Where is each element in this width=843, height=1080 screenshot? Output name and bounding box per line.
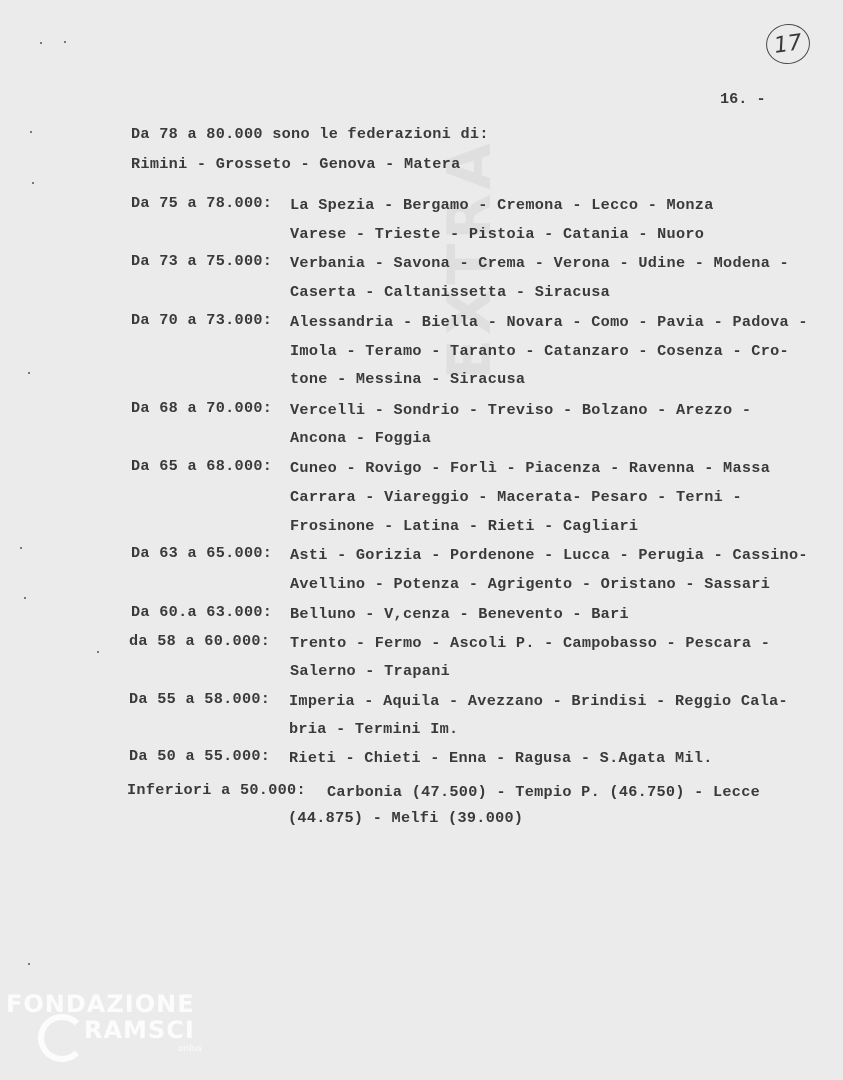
cities-line: Avellino - Potenza - Agrigento - Oristano - Sassari: [290, 575, 771, 593]
cities-line: bria - Termini Im.: [289, 720, 459, 738]
cities-line: Carbonia (47.500) - Tempio P. (46.750) - Lecce: [327, 783, 761, 801]
cities-line: Asti - Gorizia - Pordenone - Lucca - Perugia - Cassino-: [290, 546, 808, 564]
intro-line: Rimini - Grosseto - Genova - Matera: [131, 155, 461, 173]
range-label: da 58 a 60.000:: [129, 632, 271, 650]
range-label: Da 75 a 78.000:: [131, 194, 273, 212]
cities-line: Rieti - Chieti - Enna - Ragusa - S.Agata Mil.: [289, 749, 713, 767]
cities-line: Cuneo - Rovigo - Forlì - Piacenza - Ravenna - Massa: [290, 459, 771, 477]
range-label: Da 68 a 70.000:: [131, 399, 273, 417]
cities-line: Carrara - Viareggio - Macerata- Pesaro - Terni -: [290, 488, 742, 506]
cities-line: Belluno - V,cenza - Benevento - Bari: [290, 605, 629, 623]
range-label: Da 63 a 65.000:: [131, 544, 273, 562]
cities-line: Trento - Fermo - Ascoli P. - Campobasso - Pescara -: [290, 634, 771, 652]
range-label: Da 60.a 63.000:: [131, 603, 273, 621]
range-label: Da 73 a 75.000:: [131, 252, 273, 270]
logo-g-mark: [38, 1014, 86, 1062]
range-label: Inferiori a 50.000:: [127, 781, 306, 799]
stamp-number: 17: [772, 29, 804, 59]
cities-line: Verbania - Savona - Crema - Verona - Udine - Modena -: [290, 254, 789, 272]
cities-line: tone - Messina - Siracusa: [290, 370, 526, 388]
cities-line: Salerno - Trapani: [290, 662, 451, 680]
page-number: 16. -: [720, 90, 766, 108]
cities-line: Varese - Trieste - Pistoia - Catania - Nuoro: [290, 225, 705, 243]
cities-line: La Spezia - Bergamo - Cremona - Lecco - Monza: [290, 196, 714, 214]
logo-line-2: RAMSCI: [84, 1016, 195, 1044]
cities-line: Caserta - Caltanissetta - Siracusa: [290, 283, 611, 301]
cities-line: (44.875) - Melfi (39.000): [288, 809, 524, 827]
cities-line: Frosinone - Latina - Rieti - Cagliari: [290, 517, 639, 535]
margin-dot: [28, 963, 30, 965]
range-label: Da 65 a 68.000:: [131, 457, 273, 475]
range-label: Da 50 a 55.000:: [129, 747, 271, 765]
cities-line: Ancona - Foggia: [290, 429, 432, 447]
cities-line: Vercelli - Sondrio - Treviso - Bolzano - Arezzo -: [290, 401, 752, 419]
logo-line-3: onlus: [178, 1044, 203, 1054]
watermark: EXTRA: [435, 139, 505, 380]
range-label: Da 55 a 58.000:: [129, 690, 271, 708]
cities-line: Imola - Teramo - Taranto - Catanzaro - Cosenza - Cro-: [290, 342, 789, 360]
logo-line-1: FONDAZIONE: [6, 990, 195, 1018]
range-label: Da 70 a 73.000:: [131, 311, 273, 329]
cities-line: Imperia - Aquila - Avezzano - Brindisi - Reggio Cala-: [289, 692, 788, 710]
cities-line: Alessandria - Biella - Novara - Como - Pavia - Padova -: [290, 313, 808, 331]
intro-line: Da 78 a 80.000 sono le federazioni di:: [131, 125, 489, 143]
